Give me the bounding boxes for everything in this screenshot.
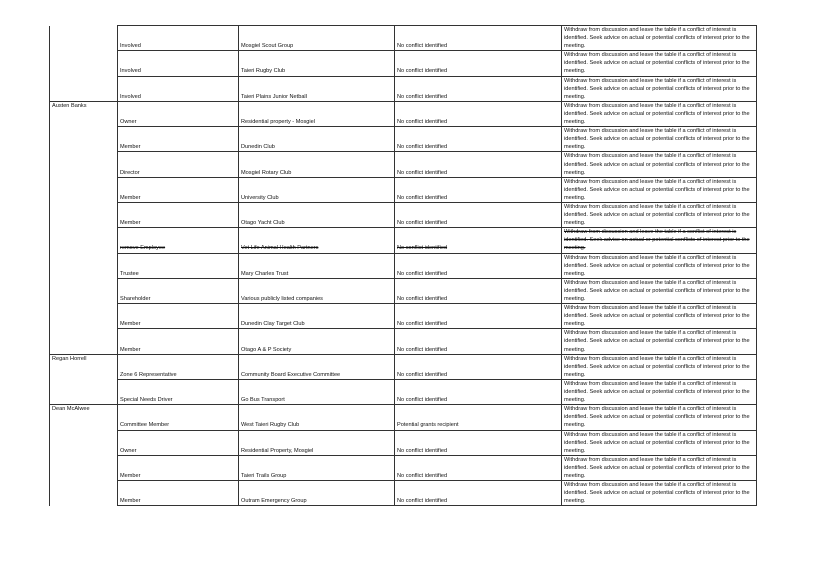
role-cell: Member — [118, 455, 239, 480]
advice-cell: Withdraw from discussion and leave the table if a conflict of interest is identified. Seek advice on actual or potential conflicts of interest prior to the meeting. — [562, 26, 757, 51]
member-name-cell — [50, 455, 118, 480]
table-row — [50, 481, 757, 506]
conflict-status-cell: No conflict identified — [395, 354, 562, 379]
role-cell: Member — [118, 481, 239, 506]
conflict-status-cell: No conflict identified — [395, 76, 562, 101]
member-name-cell — [50, 202, 118, 227]
role-cell: Special Needs Driver — [118, 379, 239, 404]
table-row — [50, 228, 757, 253]
role-cell: Involved — [118, 26, 239, 51]
conflict-status-cell: No conflict identified — [395, 228, 562, 253]
table-row — [50, 26, 757, 51]
role-cell: remove Employee — [118, 228, 239, 253]
conflict-status-cell: No conflict identified — [395, 101, 562, 126]
member-name-cell — [50, 329, 118, 354]
organisation-cell: Community Board Executive Committee — [239, 354, 395, 379]
organisation-cell: Otago A & P Society — [239, 329, 395, 354]
conflict-status-cell: No conflict identified — [395, 304, 562, 329]
member-name-cell — [50, 228, 118, 253]
organisation-cell: University Club — [239, 177, 395, 202]
conflict-status-cell: No conflict identified — [395, 329, 562, 354]
advice-cell: Withdraw from discussion and leave the table if a conflict of interest is identified. Seek advice on actual or potential conflicts of interest prior to the meeting. — [562, 202, 757, 227]
member-name-cell — [50, 253, 118, 278]
role-cell: Shareholder — [118, 278, 239, 303]
advice-cell: Withdraw from discussion and leave the table if a conflict of interest is identified. Seek advice on actual or potential conflicts of interest prior to the meeting. — [562, 379, 757, 404]
member-name-cell — [50, 76, 118, 101]
organisation-cell: Dunedin Clay Target Club — [239, 304, 395, 329]
conflict-status-cell: No conflict identified — [395, 26, 562, 51]
organisation-cell: Residential property - Mosgiel — [239, 101, 395, 126]
interests-register-body — [50, 26, 757, 506]
advice-cell: Withdraw from discussion and leave the table if a conflict of interest is identified. Seek advice on actual or potential conflicts of interest prior to the meeting. — [562, 481, 757, 506]
organisation-cell: Mosgiel Rotary Club — [239, 152, 395, 177]
interests-register-table — [49, 25, 757, 506]
role-cell: Member — [118, 304, 239, 329]
organisation-cell: Go Bus Transport — [239, 379, 395, 404]
member-name-cell — [50, 430, 118, 455]
member-name-cell — [50, 127, 118, 152]
table-row — [50, 379, 757, 404]
member-name-cell — [50, 177, 118, 202]
conflict-status-cell: Potential grants recipient — [395, 405, 562, 430]
conflict-status-cell: No conflict identified — [395, 253, 562, 278]
organisation-cell: Various publicly listed companies — [239, 278, 395, 303]
table-row — [50, 101, 757, 126]
role-cell: Committee Member — [118, 405, 239, 430]
conflict-status-cell: No conflict identified — [395, 177, 562, 202]
table-row — [50, 354, 757, 379]
member-name-cell — [50, 26, 118, 51]
conflict-status-cell: No conflict identified — [395, 202, 562, 227]
table-row — [50, 405, 757, 430]
organisation-cell: Residential Property, Mosgiel — [239, 430, 395, 455]
table-row — [50, 202, 757, 227]
role-cell: Owner — [118, 101, 239, 126]
advice-cell: Withdraw from discussion and leave the table if a conflict of interest is identified. Seek advice on actual or potential conflicts of interest prior to the meeting. — [562, 228, 757, 253]
role-cell: Owner — [118, 430, 239, 455]
role-cell: Director — [118, 152, 239, 177]
role-cell: Involved — [118, 51, 239, 76]
member-name-cell: Austen Banks — [50, 101, 118, 126]
advice-cell: Withdraw from discussion and leave the table if a conflict of interest is identified. Seek advice on actual or potential conflicts of interest prior to the meeting. — [562, 51, 757, 76]
table-row — [50, 304, 757, 329]
conflict-status-cell: No conflict identified — [395, 430, 562, 455]
conflict-status-cell: No conflict identified — [395, 379, 562, 404]
conflict-status-cell: No conflict identified — [395, 127, 562, 152]
conflict-status-cell: No conflict identified — [395, 455, 562, 480]
member-name-cell — [50, 481, 118, 506]
advice-cell: Withdraw from discussion and leave the table if a conflict of interest is identified. Seek advice on actual or potential conflicts of interest prior to the meeting. — [562, 405, 757, 430]
role-cell: Member — [118, 202, 239, 227]
advice-cell: Withdraw from discussion and leave the table if a conflict of interest is identified. Seek advice on actual or potential conflicts of interest prior to the meeting. — [562, 430, 757, 455]
role-cell: Involved — [118, 76, 239, 101]
member-name-cell — [50, 278, 118, 303]
table-row — [50, 455, 757, 480]
advice-cell: Withdraw from discussion and leave the table if a conflict of interest is identified. Seek advice on actual or potential conflicts of interest prior to the meeting. — [562, 278, 757, 303]
table-row — [50, 152, 757, 177]
table-row — [50, 127, 757, 152]
organisation-cell: Otago Yacht Club — [239, 202, 395, 227]
organisation-cell: Mary Charles Trust — [239, 253, 395, 278]
advice-cell: Withdraw from discussion and leave the table if a conflict of interest is identified. Seek advice on actual or potential conflicts of interest prior to the meeting. — [562, 127, 757, 152]
advice-cell: Withdraw from discussion and leave the table if a conflict of interest is identified. Seek advice on actual or potential conflicts of interest prior to the meeting. — [562, 329, 757, 354]
organisation-cell: Taieri Plains Junior Netball — [239, 76, 395, 101]
table-row — [50, 177, 757, 202]
table-row — [50, 278, 757, 303]
member-name-cell — [50, 379, 118, 404]
advice-cell: Withdraw from discussion and leave the table if a conflict of interest is identified. Seek advice on actual or potential conflicts of interest prior to the meeting. — [562, 304, 757, 329]
role-cell: Member — [118, 127, 239, 152]
table-row — [50, 76, 757, 101]
table-row — [50, 329, 757, 354]
organisation-cell: Dunedin Club — [239, 127, 395, 152]
conflict-status-cell: No conflict identified — [395, 278, 562, 303]
member-name-cell — [50, 51, 118, 76]
conflict-status-cell: No conflict identified — [395, 51, 562, 76]
table-row — [50, 430, 757, 455]
advice-cell: Withdraw from discussion and leave the table if a conflict of interest is identified. Seek advice on actual or potential conflicts of interest prior to the meeting. — [562, 253, 757, 278]
advice-cell: Withdraw from discussion and leave the table if a conflict of interest is identified. Seek advice on actual or potential conflicts of interest prior to the meeting. — [562, 101, 757, 126]
role-cell: Trustee — [118, 253, 239, 278]
advice-cell: Withdraw from discussion and leave the table if a conflict of interest is identified. Seek advice on actual or potential conflicts of interest prior to the meeting. — [562, 76, 757, 101]
member-name-cell — [50, 304, 118, 329]
advice-cell: Withdraw from discussion and leave the table if a conflict of interest is identified. Seek advice on actual or potential conflicts of interest prior to the meeting. — [562, 455, 757, 480]
organisation-cell: Mosgiel Scout Group — [239, 26, 395, 51]
organisation-cell: Outram Emergency Group — [239, 481, 395, 506]
role-cell: Member — [118, 329, 239, 354]
member-name-cell: Dean McAlwee — [50, 405, 118, 430]
organisation-cell: West Taieri Rugby Club — [239, 405, 395, 430]
conflict-status-cell: No conflict identified — [395, 481, 562, 506]
advice-cell: Withdraw from discussion and leave the table if a conflict of interest is identified. Seek advice on actual or potential conflicts of interest prior to the meeting. — [562, 177, 757, 202]
organisation-cell: Taieri Trails Group — [239, 455, 395, 480]
table-row — [50, 51, 757, 76]
member-name-cell: Regan Horrell — [50, 354, 118, 379]
role-cell: Member — [118, 177, 239, 202]
role-cell: Zone 6 Representative — [118, 354, 239, 379]
organisation-cell: Taieri Rugby Club — [239, 51, 395, 76]
advice-cell: Withdraw from discussion and leave the table if a conflict of interest is identified. Seek advice on actual or potential conflicts of interest prior to the meeting. — [562, 354, 757, 379]
conflict-status-cell: No conflict identified — [395, 152, 562, 177]
advice-cell: Withdraw from discussion and leave the table if a conflict of interest is identified. Seek advice on actual or potential conflicts of interest prior to the meeting. — [562, 152, 757, 177]
table-row — [50, 253, 757, 278]
organisation-cell: Vet Life Animal Health Partners — [239, 228, 395, 253]
member-name-cell — [50, 152, 118, 177]
